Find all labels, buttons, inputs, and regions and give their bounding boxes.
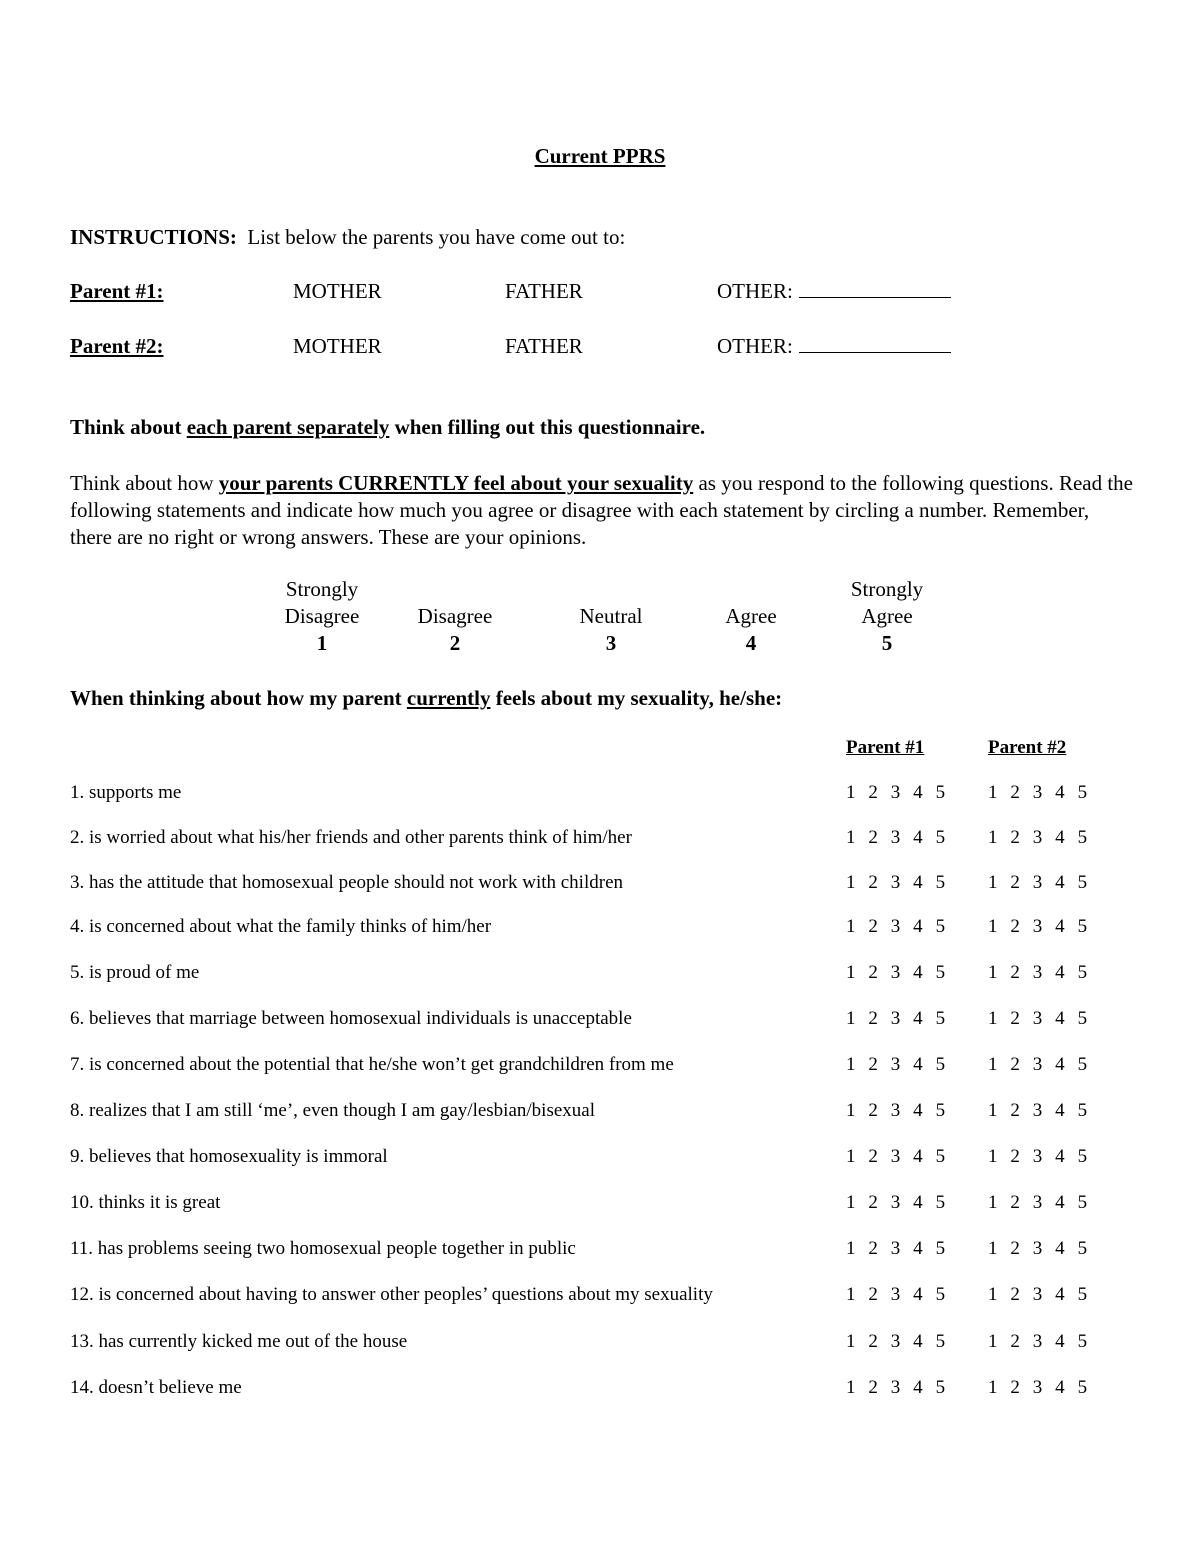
rating-option-5[interactable]: 5 xyxy=(1077,962,1088,983)
scale-item-1 xyxy=(262,576,382,657)
rating-option-1[interactable]: 1 xyxy=(846,1377,856,1398)
rating-option-2[interactable]: 2 xyxy=(1010,1284,1020,1305)
scale-3-line2: Neutral xyxy=(579,604,643,628)
parent-1-rating xyxy=(846,1054,946,1076)
parent-1-rating xyxy=(846,1146,946,1168)
parent-2-rating xyxy=(988,827,1088,849)
parent-1-mother-option[interactable]: MOTHER xyxy=(293,279,382,303)
prompt-underlined: currently xyxy=(406,686,491,710)
rating-option-1[interactable]: 1 xyxy=(846,782,856,803)
rating-option-3[interactable]: 3 xyxy=(1032,1238,1043,1259)
rating-option-5[interactable]: 5 xyxy=(1077,872,1088,893)
prompt-pre: When thinking about how my parent xyxy=(70,686,407,710)
parent-2-rating xyxy=(988,782,1088,804)
rating-option-1[interactable]: 1 xyxy=(846,1331,856,1352)
parent-2-mother-option[interactable]: MOTHER xyxy=(293,334,382,358)
rating-option-3[interactable]: 3 xyxy=(1032,1054,1043,1075)
rating-option-4[interactable]: 4 xyxy=(913,916,923,937)
item-text: 8. realizes that I am still ‘me’, even though I am gay/lesbian/bisexual xyxy=(70,1100,595,1121)
scale-3-line1 xyxy=(551,576,671,603)
rating-option-3[interactable]: 3 xyxy=(890,1331,901,1352)
rating-option-2[interactable]: 2 xyxy=(1010,1238,1020,1259)
rating-option-3[interactable]: 3 xyxy=(890,962,901,983)
scale-1-number: 1 xyxy=(316,631,328,655)
rating-option-4[interactable]: 4 xyxy=(913,1146,923,1167)
rating-option-3[interactable]: 3 xyxy=(1032,1008,1043,1029)
rating-option-2[interactable]: 2 xyxy=(868,1238,878,1259)
rating-option-5[interactable]: 5 xyxy=(935,962,946,983)
rating-option-1[interactable]: 1 xyxy=(846,1146,856,1167)
rating-option-1[interactable]: 1 xyxy=(988,1100,998,1121)
rating-option-5[interactable]: 5 xyxy=(1077,1238,1088,1259)
rating-option-1[interactable]: 1 xyxy=(846,1238,856,1259)
scale-5-line1: Strongly xyxy=(850,577,924,601)
rating-option-1[interactable]: 1 xyxy=(846,962,856,983)
scale-item-5 xyxy=(827,576,947,657)
parent-2-other-option[interactable] xyxy=(717,334,951,359)
parent-1-other-option[interactable] xyxy=(717,279,951,304)
rating-option-3[interactable]: 3 xyxy=(890,1146,901,1167)
parent-1-father-option[interactable]: FATHER xyxy=(505,279,583,303)
rating-option-3[interactable]: 3 xyxy=(890,782,901,803)
rating-option-4[interactable]: 4 xyxy=(1055,827,1065,848)
rating-option-1[interactable]: 1 xyxy=(846,1008,856,1029)
parent-1-rating xyxy=(846,1238,946,1260)
scale-5-number: 5 xyxy=(881,631,893,655)
rating-option-2[interactable]: 2 xyxy=(1010,1008,1020,1029)
rating-option-2[interactable]: 2 xyxy=(868,1284,878,1305)
rating-option-2[interactable]: 2 xyxy=(1010,872,1020,893)
rating-option-2[interactable]: 2 xyxy=(868,916,878,937)
scale-item-3 xyxy=(551,576,671,657)
item-text: 11. has problems seeing two homosexual people together in public xyxy=(70,1238,576,1259)
rating-option-1[interactable]: 1 xyxy=(846,1100,856,1121)
rating-option-2[interactable]: 2 xyxy=(868,1008,878,1029)
parent-2-rating xyxy=(988,1054,1088,1076)
item-text: 5. is proud of me xyxy=(70,962,200,983)
intro-underlined: your parents CURRENTLY feel about your sexuality xyxy=(218,471,694,495)
rating-option-3[interactable]: 3 xyxy=(1032,1377,1043,1398)
rating-option-5[interactable]: 5 xyxy=(935,782,946,803)
parent-2-rating xyxy=(988,916,1088,938)
rating-option-4[interactable]: 4 xyxy=(913,1054,923,1075)
rating-option-4[interactable]: 4 xyxy=(1055,1008,1065,1029)
rating-option-3[interactable]: 3 xyxy=(890,1377,901,1398)
rating-option-2[interactable]: 2 xyxy=(1010,1331,1020,1352)
parent-2-rating xyxy=(988,1284,1088,1306)
parent-1-other-blank[interactable] xyxy=(799,279,951,298)
rating-option-5[interactable]: 5 xyxy=(1077,1008,1088,1029)
instructions-text: List below the parents you have come out to: xyxy=(247,225,626,249)
scale-4-line1 xyxy=(691,576,811,603)
item-text: 4. is concerned about what the family thinks of him/her xyxy=(70,916,492,937)
parent-2-rating xyxy=(988,1008,1088,1030)
rating-option-2[interactable]: 2 xyxy=(1010,1192,1020,1213)
rating-option-5[interactable]: 5 xyxy=(935,1238,946,1259)
scale-3-number: 3 xyxy=(605,631,617,655)
rating-option-3[interactable]: 3 xyxy=(1032,1192,1043,1213)
rating-option-4[interactable]: 4 xyxy=(913,1284,923,1305)
scale-item-2 xyxy=(395,576,515,657)
rating-option-3[interactable]: 3 xyxy=(1032,1100,1043,1121)
column-header-parent-1: Parent #1 xyxy=(846,737,925,758)
rating-option-2[interactable]: 2 xyxy=(1010,827,1020,848)
rating-option-2[interactable]: 2 xyxy=(1010,1377,1020,1398)
rating-option-3[interactable]: 3 xyxy=(890,1008,901,1029)
rating-option-4[interactable]: 4 xyxy=(1055,782,1065,803)
rating-option-1[interactable]: 1 xyxy=(846,916,856,937)
parent-1-rating xyxy=(846,782,946,804)
separately-note xyxy=(70,415,705,440)
rating-option-5[interactable]: 5 xyxy=(1077,1192,1088,1213)
rating-option-5[interactable]: 5 xyxy=(1077,782,1088,803)
column-header-parent-2: Parent #2 xyxy=(988,737,1067,758)
item-text: 13. has currently kicked me out of the house xyxy=(70,1331,408,1352)
separately-pre: Think about xyxy=(70,415,187,439)
rating-option-5[interactable]: 5 xyxy=(1077,1100,1088,1121)
rating-option-1[interactable]: 1 xyxy=(988,1008,998,1029)
parent-1-rating xyxy=(846,1284,946,1306)
item-text: 9. believes that homosexuality is immoral xyxy=(70,1146,388,1167)
rating-option-4[interactable]: 4 xyxy=(913,1192,923,1213)
rating-option-1[interactable]: 1 xyxy=(988,782,998,803)
rating-option-5[interactable]: 5 xyxy=(1077,827,1088,848)
parent-1-label: Parent #1: xyxy=(70,279,164,303)
parent-2-other-label: OTHER: xyxy=(717,334,793,358)
rating-option-3[interactable]: 3 xyxy=(890,1284,901,1305)
rating-option-3[interactable]: 3 xyxy=(1032,1284,1043,1305)
rating-option-4[interactable]: 4 xyxy=(913,1377,923,1398)
item-text: 6. believes that marriage between homosexual individuals is unacceptable xyxy=(70,1008,632,1029)
scale-5-line2: Agree xyxy=(861,604,913,628)
scale-2-line2: Disagree xyxy=(417,604,493,628)
rating-option-2[interactable]: 2 xyxy=(868,1146,878,1167)
parent-2-other-blank[interactable] xyxy=(799,334,951,353)
parent-2-rating xyxy=(988,1192,1088,1214)
rating-option-4[interactable]: 4 xyxy=(1055,962,1065,983)
parent-1-rating xyxy=(846,1100,946,1122)
parent-1-other-label: OTHER: xyxy=(717,279,793,303)
rating-option-1[interactable]: 1 xyxy=(988,1331,998,1352)
rating-option-3[interactable]: 3 xyxy=(890,916,901,937)
instructions-label: INSTRUCTIONS: xyxy=(70,225,237,249)
item-text: 7. is concerned about the potential that he/she won’t get grandchildren from me xyxy=(70,1054,674,1075)
page-title: Current PPRS xyxy=(534,144,666,168)
item-text: 14. doesn’t believe me xyxy=(70,1377,242,1398)
intro-post: as you respond to the following questions. Read the following statements and indicate how much you agree or disagree with each statement by circling a number. Remember, there are no right or wrong answers. These are your opinions. xyxy=(70,471,1134,549)
rating-option-5[interactable]: 5 xyxy=(1077,1284,1088,1305)
rating-option-4[interactable]: 4 xyxy=(1055,1146,1065,1167)
rating-option-1[interactable]: 1 xyxy=(988,872,998,893)
intro-paragraph xyxy=(70,470,1135,551)
rating-option-1[interactable]: 1 xyxy=(988,827,998,848)
item-text: 2. is worried about what his/her friends and other parents think of him/her xyxy=(70,827,632,848)
prompt-post: feels about my sexuality, he/she: xyxy=(490,686,783,710)
rating-option-3[interactable]: 3 xyxy=(1032,782,1043,803)
scale-item-4 xyxy=(691,576,811,657)
parent-1-rating xyxy=(846,827,946,849)
rating-option-2[interactable]: 2 xyxy=(868,872,878,893)
rating-option-4[interactable]: 4 xyxy=(913,1331,923,1352)
item-text: 3. has the attitude that homosexual people should not work with children xyxy=(70,872,624,893)
rating-option-2[interactable]: 2 xyxy=(868,782,878,803)
parent-2-father-option[interactable]: FATHER xyxy=(505,334,583,358)
separately-post: when filling out this questionnaire. xyxy=(389,415,706,439)
rating-option-4[interactable]: 4 xyxy=(913,962,923,983)
scale-1-line1: Strongly xyxy=(285,577,359,601)
rating-option-2[interactable]: 2 xyxy=(868,962,878,983)
rating-option-2[interactable]: 2 xyxy=(1010,1054,1020,1075)
rating-option-5[interactable]: 5 xyxy=(935,1192,946,1213)
rating-option-2[interactable]: 2 xyxy=(1010,1100,1020,1121)
scale-1-line2: Disagree xyxy=(284,604,360,628)
rating-option-3[interactable]: 3 xyxy=(1032,1146,1043,1167)
rating-option-4[interactable]: 4 xyxy=(1055,916,1065,937)
rating-option-3[interactable]: 3 xyxy=(1032,916,1043,937)
rating-option-5[interactable]: 5 xyxy=(935,1331,946,1352)
item-text: 1. supports me xyxy=(70,782,182,803)
rating-option-2[interactable]: 2 xyxy=(868,1377,878,1398)
rating-option-5[interactable]: 5 xyxy=(935,827,946,848)
rating-option-4[interactable]: 4 xyxy=(913,872,923,893)
rating-option-5[interactable]: 5 xyxy=(1077,1146,1088,1167)
parent-1-rating xyxy=(846,1377,946,1399)
parent-2-rating xyxy=(988,872,1088,894)
rating-option-1[interactable]: 1 xyxy=(846,827,856,848)
rating-option-1[interactable]: 1 xyxy=(988,1192,998,1213)
rating-option-1[interactable]: 1 xyxy=(988,962,998,983)
rating-option-3[interactable]: 3 xyxy=(890,827,901,848)
intro-pre: Think about how xyxy=(70,471,219,495)
rating-option-4[interactable]: 4 xyxy=(1055,1331,1065,1352)
rating-option-5[interactable]: 5 xyxy=(1077,1054,1088,1075)
rating-option-5[interactable]: 5 xyxy=(935,1377,946,1398)
rating-option-4[interactable]: 4 xyxy=(913,782,923,803)
scale-4-line2: Agree xyxy=(725,604,777,628)
rating-option-5[interactable]: 5 xyxy=(935,872,946,893)
rating-option-3[interactable]: 3 xyxy=(890,1238,901,1259)
rating-option-4[interactable]: 4 xyxy=(913,1008,923,1029)
rating-option-1[interactable]: 1 xyxy=(988,916,998,937)
instructions-line xyxy=(70,225,625,250)
rating-option-5[interactable]: 5 xyxy=(1077,916,1088,937)
parent-1-rating xyxy=(846,916,946,938)
scale-4-number: 4 xyxy=(745,631,757,655)
rating-option-2[interactable]: 2 xyxy=(1010,1146,1020,1167)
rating-option-1[interactable]: 1 xyxy=(988,1146,998,1167)
rating-option-1[interactable]: 1 xyxy=(988,1238,998,1259)
rating-option-5[interactable]: 5 xyxy=(935,1100,946,1121)
rating-option-4[interactable]: 4 xyxy=(913,827,923,848)
rating-option-1[interactable]: 1 xyxy=(846,872,856,893)
rating-option-4[interactable]: 4 xyxy=(913,1238,923,1259)
parent-2-rating xyxy=(988,1238,1088,1260)
rating-option-3[interactable]: 3 xyxy=(890,1192,901,1213)
question-prompt xyxy=(70,686,782,711)
rating-option-1[interactable]: 1 xyxy=(846,1192,856,1213)
rating-option-1[interactable]: 1 xyxy=(988,1284,998,1305)
parent-2-rating xyxy=(988,1377,1088,1399)
rating-option-4[interactable]: 4 xyxy=(1055,1054,1065,1075)
rating-option-5[interactable]: 5 xyxy=(935,1008,946,1029)
parent-2-rating xyxy=(988,962,1088,984)
parent-1-rating xyxy=(846,1331,946,1353)
rating-option-2[interactable]: 2 xyxy=(868,827,878,848)
separately-underlined: each parent separately xyxy=(186,415,390,439)
rating-option-5[interactable]: 5 xyxy=(935,916,946,937)
scale-2-line1 xyxy=(395,576,515,603)
parent-2-rating xyxy=(988,1146,1088,1168)
rating-option-2[interactable]: 2 xyxy=(868,1192,878,1213)
rating-option-4[interactable]: 4 xyxy=(913,1100,923,1121)
rating-option-4[interactable]: 4 xyxy=(1055,1238,1065,1259)
parent-1-rating xyxy=(846,962,946,984)
rating-option-2[interactable]: 2 xyxy=(1010,782,1020,803)
rating-option-1[interactable]: 1 xyxy=(988,1377,998,1398)
rating-option-5[interactable]: 5 xyxy=(1077,1377,1088,1398)
rating-option-5[interactable]: 5 xyxy=(1077,1331,1088,1352)
rating-option-1[interactable]: 1 xyxy=(846,1284,856,1305)
rating-option-4[interactable]: 4 xyxy=(1055,1284,1065,1305)
parent-2-rating xyxy=(988,1100,1088,1122)
parent-1-rating xyxy=(846,1192,946,1214)
rating-option-3[interactable]: 3 xyxy=(1032,827,1043,848)
rating-option-4[interactable]: 4 xyxy=(1055,872,1065,893)
rating-option-4[interactable]: 4 xyxy=(1055,1192,1065,1213)
rating-option-2[interactable]: 2 xyxy=(868,1054,878,1075)
item-text: 10. thinks it is great xyxy=(70,1192,221,1213)
rating-option-5[interactable]: 5 xyxy=(935,1284,946,1305)
rating-option-1[interactable]: 1 xyxy=(846,1054,856,1075)
parent-2-rating xyxy=(988,1331,1088,1353)
rating-option-3[interactable]: 3 xyxy=(1032,872,1043,893)
rating-option-4[interactable]: 4 xyxy=(1055,1100,1065,1121)
rating-option-2[interactable]: 2 xyxy=(1010,916,1020,937)
rating-option-2[interactable]: 2 xyxy=(1010,962,1020,983)
parent-1-rating xyxy=(846,1008,946,1030)
scale-2-number: 2 xyxy=(449,631,461,655)
rating-option-5[interactable]: 5 xyxy=(935,1146,946,1167)
rating-option-3[interactable]: 3 xyxy=(1032,962,1043,983)
parent-2-label: Parent #2: xyxy=(70,334,164,358)
item-text: 12. is concerned about having to answer other peoples’ questions about my sexuality xyxy=(70,1284,713,1305)
parent-1-rating xyxy=(846,872,946,894)
rating-option-2[interactable]: 2 xyxy=(868,1100,878,1121)
rating-option-1[interactable]: 1 xyxy=(988,1054,998,1075)
rating-option-2[interactable]: 2 xyxy=(868,1331,878,1352)
rating-option-5[interactable]: 5 xyxy=(935,1054,946,1075)
rating-option-3[interactable]: 3 xyxy=(890,1054,901,1075)
rating-option-4[interactable]: 4 xyxy=(1055,1377,1065,1398)
rating-option-3[interactable]: 3 xyxy=(1032,1331,1043,1352)
rating-option-3[interactable]: 3 xyxy=(890,872,901,893)
rating-option-3[interactable]: 3 xyxy=(890,1100,901,1121)
